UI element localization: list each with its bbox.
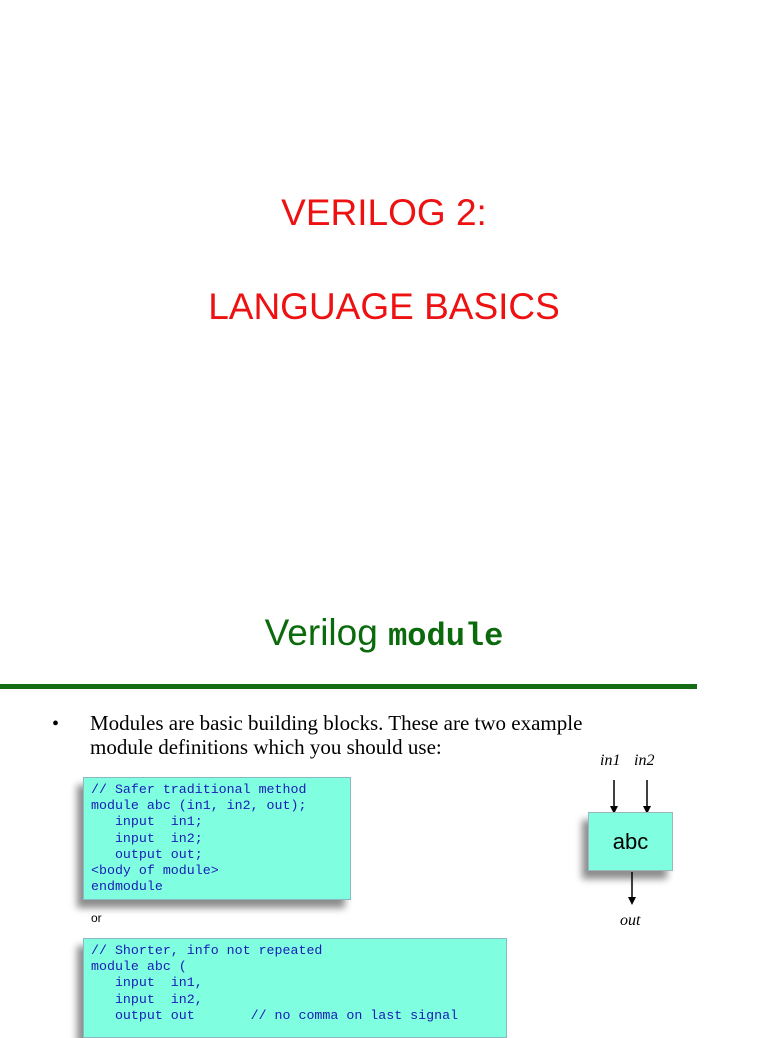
module-block-label: abc bbox=[612, 828, 649, 854]
slide-title-line-1: VERILOG 2: bbox=[281, 192, 487, 233]
output-label-out: out bbox=[620, 912, 641, 929]
input-label-in1: in1 bbox=[600, 752, 621, 769]
input-label-in2: in2 bbox=[634, 752, 655, 769]
code-example-traditional-text: // Safer traditional method module abc (in1, in2, out); input in1; input in2; output out; <body of module> endmodule bbox=[91, 782, 307, 895]
module-block bbox=[588, 812, 673, 871]
section-heading-keyword: module bbox=[388, 618, 504, 655]
bullet-text: Modules are basic building blocks. These are two example module definitions which you should use: bbox=[90, 711, 583, 759]
code-example-shorter-text: // Shorter, info not repeated module abc ( input in1, input in2, output out // no comma on last signal bbox=[91, 943, 459, 1023]
bullet-marker: • bbox=[52, 713, 60, 735]
section-heading-text: Verilog bbox=[264, 612, 389, 653]
or-separator: or bbox=[91, 911, 102, 925]
slide-title-line-2: LANGUAGE BASICS bbox=[208, 286, 560, 327]
